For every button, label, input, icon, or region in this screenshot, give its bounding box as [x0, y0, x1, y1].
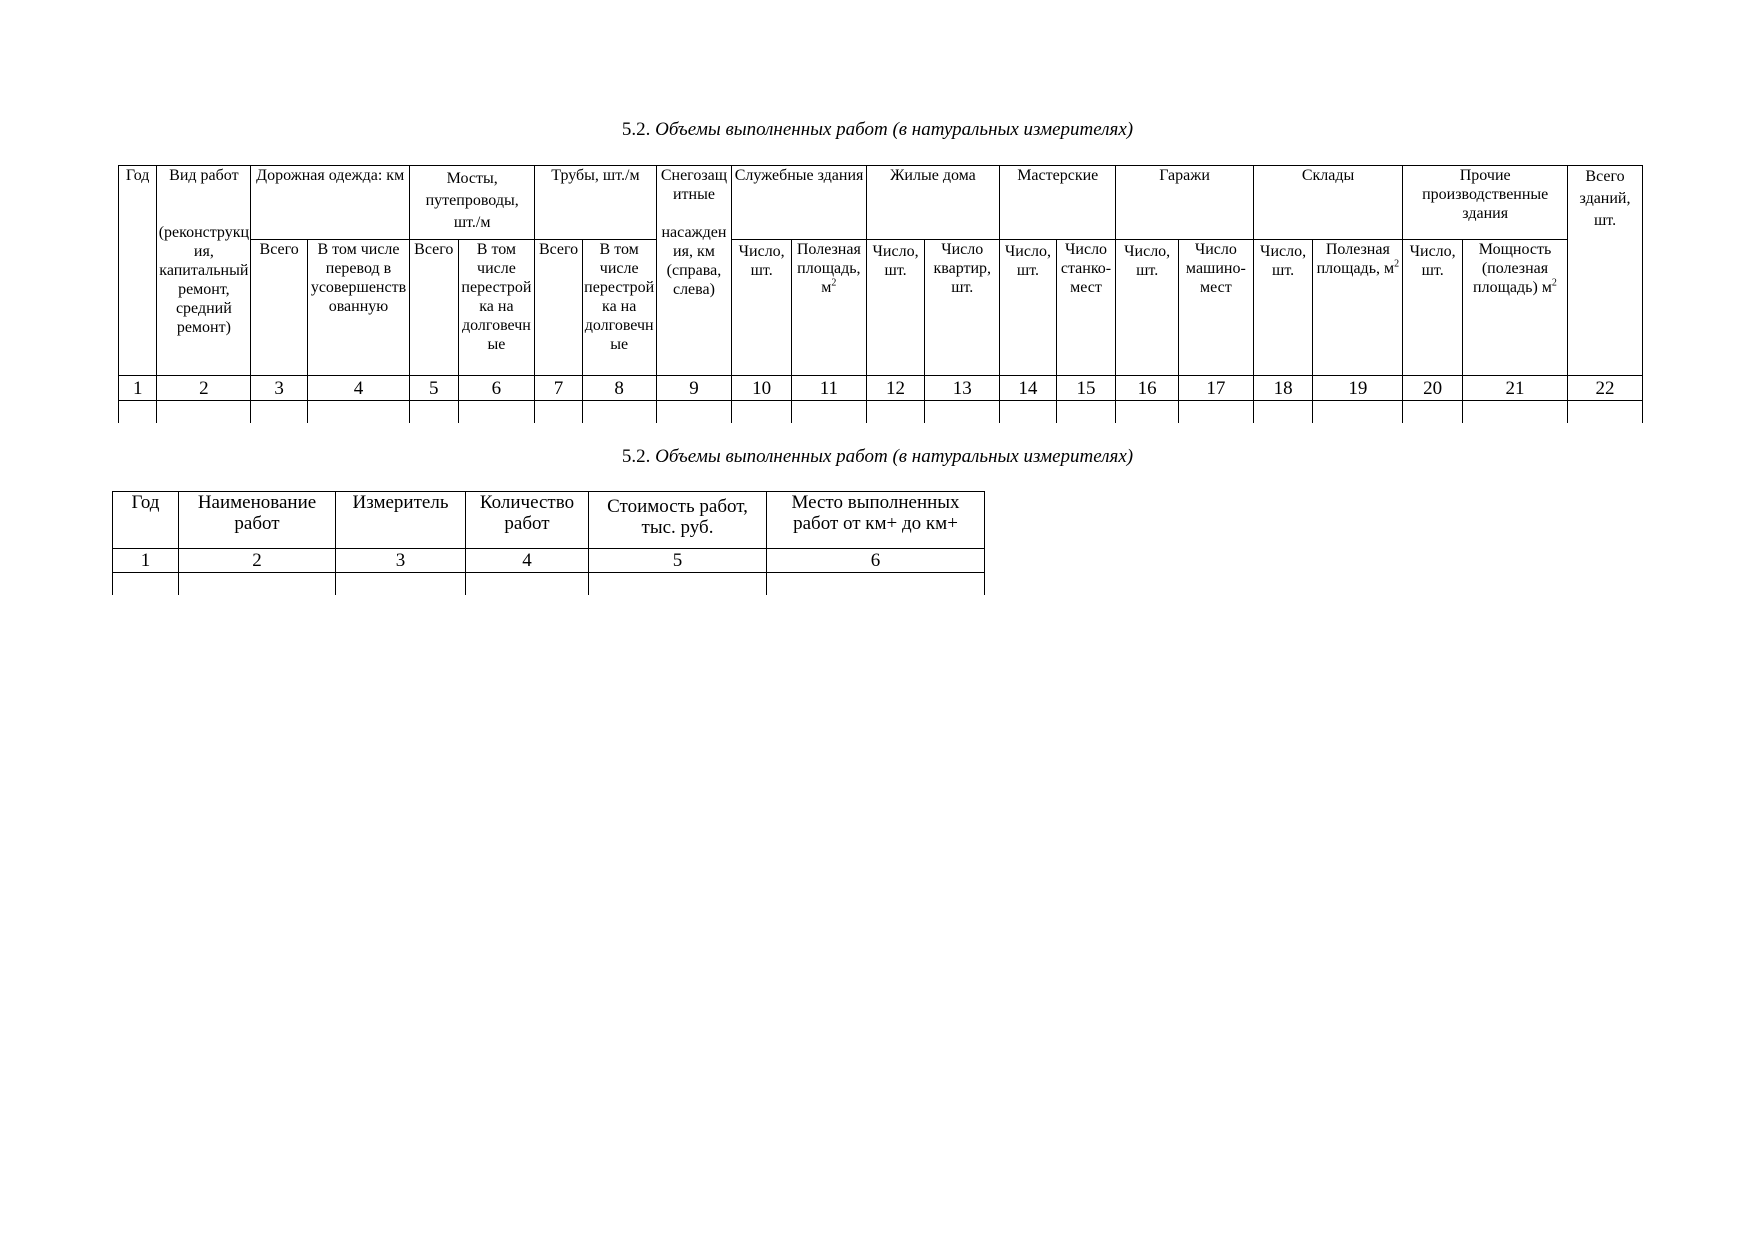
sub-chislo-10: Число, шт. [732, 240, 792, 376]
header-kolichestvo: Количество работ [466, 492, 589, 549]
sub-vsego-3: Всего [251, 240, 308, 376]
empty-cell [1462, 401, 1567, 424]
empty-cell [732, 401, 792, 424]
column-numbers-row [113, 549, 985, 573]
empty-cell [1403, 401, 1463, 424]
col-num: 8 [582, 376, 656, 401]
col-num: 16 [1116, 376, 1179, 401]
header-mosty: Мосты, путепроводы, шт./м [410, 166, 535, 240]
col-num: 22 [1568, 376, 1643, 401]
col-num: 11 [791, 376, 866, 401]
col-num: 10 [732, 376, 792, 401]
table1-title [0, 119, 1755, 141]
col-num: 17 [1178, 376, 1253, 401]
sub-chislo-16: Число, шт. [1116, 240, 1179, 376]
empty-cell [1000, 401, 1057, 424]
header-truby: Трубы, шт./м [535, 166, 656, 240]
header-izmeritel: Измеритель [336, 492, 466, 549]
volumes-table-detailed [118, 165, 1643, 423]
vid-rabot-bottom: (реконструкция, капитальный ремонт, средний ремонт) [158, 224, 250, 336]
col-num: 2 [179, 549, 336, 573]
header-vid-rabot [157, 166, 251, 376]
header-masterskie: Мастерские [1000, 166, 1116, 240]
column-numbers-row [119, 376, 1643, 401]
sub-vsego-7: Всего [535, 240, 582, 376]
sub-ploshchad-11: Полезная площадь, $м^2$ [791, 240, 866, 376]
empty-cell [866, 401, 925, 424]
title-text: Объемы выполненных работ (в натуральных измерителях) [655, 119, 1134, 140]
sub-vsego-5: Всего [410, 240, 459, 376]
header-garazhi: Гаражи [1116, 166, 1253, 240]
header-sluzhebnye: Служебные здания [732, 166, 866, 240]
col-num: 1 [119, 376, 157, 401]
empty-cell [1313, 401, 1403, 424]
empty-cell [535, 401, 582, 424]
empty-cell [925, 401, 1000, 424]
sub-kvartir-13: Число квартир, шт. [925, 240, 1000, 376]
empty-data-row [113, 573, 985, 596]
empty-cell [157, 401, 251, 424]
volumes-table-summary [112, 491, 985, 595]
empty-cell [251, 401, 308, 424]
header-sklady: Склады [1253, 166, 1403, 240]
col-num: 9 [656, 376, 732, 401]
sub-chislo-14: Число, шт. [1000, 240, 1057, 376]
sub-stanko-15: Число станко-мест [1056, 240, 1116, 376]
col-num: 6 [767, 549, 985, 573]
header-dorozhnaya: Дорожная одежда: км [251, 166, 410, 240]
col-num: 3 [251, 376, 308, 401]
col-num: 6 [458, 376, 535, 401]
col-num: 2 [157, 376, 251, 401]
empty-cell [336, 573, 466, 596]
col-num: 19 [1313, 376, 1403, 401]
col-num: 13 [925, 376, 1000, 401]
header-zhilye: Жилые дома [866, 166, 999, 240]
col-num: 1 [113, 549, 179, 573]
empty-cell [767, 573, 985, 596]
empty-data-row [119, 401, 1643, 424]
empty-cell [1116, 401, 1179, 424]
col-num: 4 [466, 549, 589, 573]
col-num: 18 [1253, 376, 1313, 401]
sub-perestroyka-6: В том числе перестройка на долговечные [458, 240, 535, 376]
empty-cell [656, 401, 732, 424]
empty-cell [1056, 401, 1116, 424]
col-num: 5 [589, 549, 767, 573]
col-num: 21 [1462, 376, 1567, 401]
col-num: 5 [410, 376, 459, 401]
empty-cell [113, 573, 179, 596]
sub-perestroyka-8: В том числе перестройка на долговечные [582, 240, 656, 376]
empty-cell [466, 573, 589, 596]
header-vsego-zdaniy: Всего зданий, шт. [1568, 166, 1643, 376]
empty-cell [119, 401, 157, 424]
sub-perevod-4: В том числе перевод в усовершенствованную [307, 240, 409, 376]
empty-cell [1178, 401, 1253, 424]
empty-cell [410, 401, 459, 424]
col-num: 3 [336, 549, 466, 573]
empty-cell [1568, 401, 1643, 424]
empty-cell [1253, 401, 1313, 424]
table2-title [0, 446, 1755, 468]
empty-cell [458, 401, 535, 424]
col-num: 20 [1403, 376, 1463, 401]
header-god: Год [113, 492, 179, 549]
header-snego [656, 166, 732, 376]
title-number: 5.2. [621, 119, 651, 140]
header-prochie: Прочие производственные здания [1403, 166, 1568, 240]
empty-cell [582, 401, 656, 424]
sub-mashino-17: Число машино-мест [1178, 240, 1253, 376]
col-num: 14 [1000, 376, 1057, 401]
sub-chislo-20: Число, шт. [1403, 240, 1463, 376]
title-text: Объемы выполненных работ (в натуральных измерителях) [655, 446, 1134, 467]
empty-cell [179, 573, 336, 596]
empty-cell [589, 573, 767, 596]
header-naimenovanie: Наименование работ [179, 492, 336, 549]
col-num: 15 [1056, 376, 1116, 401]
vid-rabot-top: Вид работ [169, 167, 239, 184]
header-god: Год [119, 166, 157, 376]
col-num: 12 [866, 376, 925, 401]
sub-chislo-12: Число, шт. [866, 240, 925, 376]
header-stoimost: Стоимость работ, тыс. руб. [589, 492, 767, 549]
sub-moshchnost-21: Мощность (полезная площадь) $м^2$ [1462, 240, 1567, 376]
snego-top: Снегозащитные [660, 167, 728, 203]
sub-chislo-18: Число, шт. [1253, 240, 1313, 376]
sub-ploshchad-19: Полезная площадь, $м^2$ [1313, 240, 1403, 376]
header-mesto: Место выполненных работ от км+ до км+ [767, 492, 985, 549]
col-num: 4 [307, 376, 409, 401]
col-num: 7 [535, 376, 582, 401]
title-number: 5.2. [621, 446, 651, 467]
empty-cell [791, 401, 866, 424]
empty-cell [307, 401, 409, 424]
snego-bottom: насаждения, км (справа, слева) [661, 224, 727, 298]
